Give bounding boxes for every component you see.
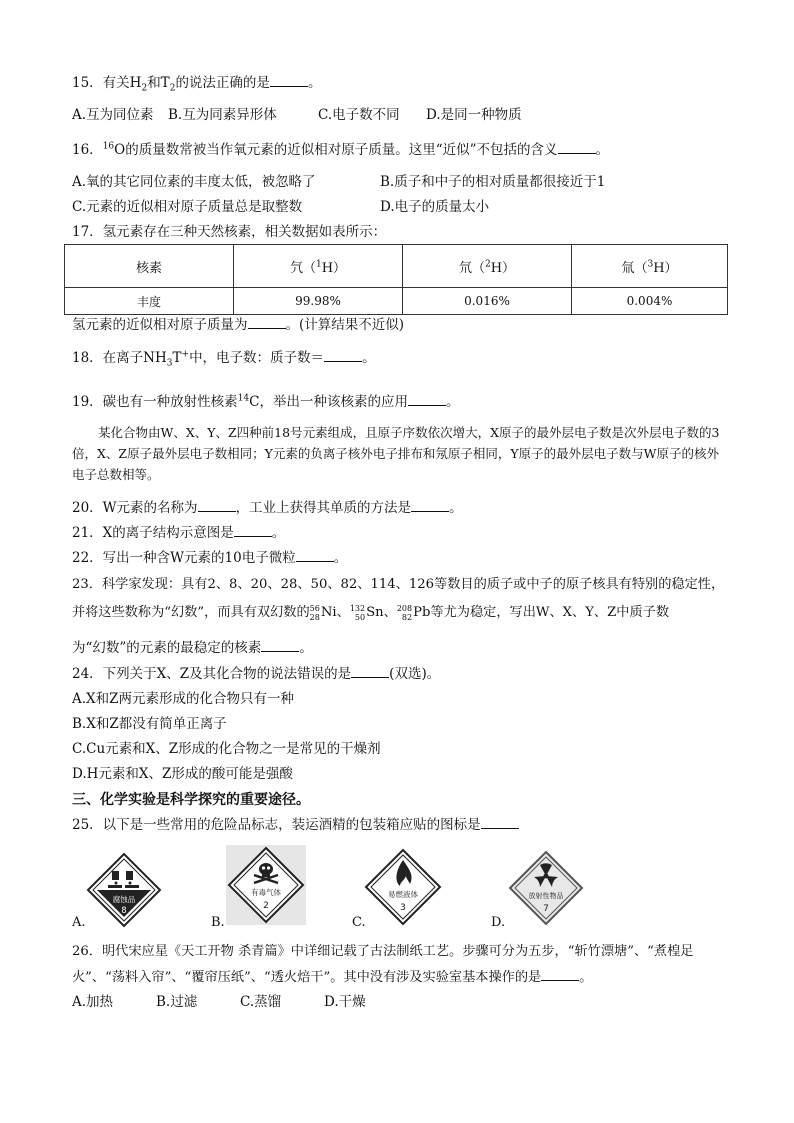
- q26-option-a: A.加热: [72, 994, 114, 1010]
- answer-blank: [234, 523, 272, 537]
- sign-label: 易燃液体: [388, 890, 418, 899]
- q26-option-c: C.蒸馏: [240, 994, 282, 1010]
- sign-label: 腐蚀品: [112, 895, 136, 904]
- passage-text: 某化合物由W、X、Y、Z四种前18号元素组成，且原子序数依次增大，X原子的最外层电子数是次外层电子数的3倍，X、Z原子最外层电子数相同；Y元素的负离子核外电子排布和氖原子相同，Y原子的最外层电子数与W原子的核外电子总数相等。: [72, 425, 720, 482]
- toxic-gas-sign: [226, 845, 306, 925]
- sign-number: 2: [263, 901, 269, 911]
- q24-option-b: B.X和Z都没有简单正离子: [72, 716, 227, 732]
- answer-blank: [296, 548, 334, 562]
- q18-stem: 18．在离子$NH_3T^+$中，电子数：质子数＝ 。: [72, 349, 376, 369]
- q21-stem: 21．X的离子结构示意图是 。: [72, 525, 286, 541]
- q26-line2: 火”、“荡料入帘”、“覆帘压纸”、“透火焙干”。其中没有涉及实验室基本操作的是 。: [72, 967, 592, 988]
- q22-stem: 22．写出一种含W元素的10电子微粒 。: [72, 550, 348, 566]
- q26-option-d: D.干燥: [324, 994, 366, 1010]
- sign-label: 有毒气体: [251, 888, 281, 897]
- table-header-protium: 氕（$^1$H）: [234, 245, 403, 288]
- q25-stem: 25．以下是一些常用的危险品标志，装运酒精的包装箱应贴的图标是: [72, 815, 519, 835]
- q16-option-b: B.质子和中子的相对质量都很接近于1: [380, 174, 606, 190]
- q15-options: [72, 105, 522, 125]
- section-heading: 三、化学实验是科学探究的重要途径。: [72, 792, 310, 808]
- q24-option-a: A.X和Z两元素形成的化合物只有一种: [72, 691, 295, 707]
- option-label-a: A.: [72, 915, 86, 930]
- q19-stem: 19．碳也有一种放射性核素$^{14}$C，举出一种该核素的应用 。: [72, 393, 460, 410]
- q24-option-c: C.Cu元素和X、Z形成的化合物之一是常见的干燥剂: [72, 741, 381, 757]
- q24-option-d: D.H元素和X、Z形成的酸可能是强酸: [72, 766, 293, 782]
- q16-option-a: A.氧的其它同位素的丰度太低，被忽略了: [72, 174, 316, 190]
- ni-nuclide-numbers: 56 28: [309, 603, 320, 622]
- q16-options-row2: [72, 197, 489, 217]
- q16-stem: 16．$^{16}$O的质量数常被当作氧元素的近似相对原子质量。这里“近似”不包括的含义 。: [72, 141, 610, 158]
- q15-stem: 15．有关$H_2$和$T_2$的说法正确的是 。: [72, 75, 322, 94]
- flammable-liquid-sign: [364, 848, 442, 926]
- answer-blank: [351, 664, 389, 678]
- answer-blank: [261, 638, 299, 652]
- sign-number: 3: [400, 903, 406, 913]
- q26-option-b: B.过滤: [156, 994, 198, 1010]
- table-cell: 99.98%: [234, 288, 403, 315]
- q26-line1: 26．明代宋应星《天工开物 杀青篇》中详细记载了古法制纸工艺。步骤可分为五步，“斩竹漂塘”、“煮楻足: [72, 944, 694, 959]
- sn-nuclide-numbers: 132 50: [349, 603, 366, 622]
- corrosive-sign: [86, 852, 162, 928]
- answer-blank: [324, 348, 362, 362]
- answer-blank: [408, 392, 446, 406]
- table-header-nuclide: 核素: [65, 245, 234, 288]
- q16-options-row1: [72, 172, 605, 192]
- pb-nuclide-numbers: 208 82: [396, 603, 413, 622]
- q23-line2: 并将这些数称为“幻数”，而具有双幻数的56 28Ni、132 50Sn、208 82Pb等尤为稳定，写出W、X、Y、Z中质子数: [72, 603, 670, 622]
- option-label-c: C.: [352, 915, 366, 930]
- table-row-label: 丰度: [65, 288, 234, 315]
- q20-stem: 20．W元素的名称为 ，工业上获得其单质的方法是 。: [72, 500, 463, 516]
- q16-option-c: C.元素的近似相对原子质量总是取整数: [72, 199, 303, 215]
- answer-blank: [270, 73, 308, 87]
- q24-stem: 24．下列关于X、Z及其化合物的说法错误的是 (双选)。: [72, 666, 441, 682]
- radioactive-sign: [508, 850, 584, 926]
- answer-blank: [411, 498, 449, 512]
- q15-option-a: A.互为同位素: [72, 107, 154, 123]
- table-header-tritium: 氚（$^3$H）: [572, 245, 728, 288]
- sign-number: 7: [543, 904, 549, 914]
- option-label-d: D.: [491, 915, 506, 930]
- q23-line3: 为“幻数”的元素的最稳定的核素 。: [72, 640, 313, 656]
- q15-option-d: D.是同一种物质: [426, 107, 522, 123]
- table-cell: 0.004%: [572, 288, 728, 315]
- option-label-b: B.: [211, 915, 225, 930]
- q23-line1: 23．科学家发现：具有2、8、20、28、50、82、114、126等数目的质子或中子的原子核具有特别的稳定性，: [72, 577, 725, 592]
- table-cell: 0.016%: [403, 288, 572, 315]
- answer-blank: [198, 498, 236, 512]
- sign-label: 放射性物品: [528, 892, 564, 900]
- table-header-deuterium: 氘（$^2$H）: [403, 245, 572, 288]
- q15-option-c: C.电子数不同: [318, 107, 400, 123]
- answer-blank: [248, 315, 286, 329]
- sign-number: 8: [121, 906, 127, 916]
- answer-blank: [481, 815, 519, 829]
- q17-followup: 氢元素的近似相对原子质量为 。(计算结果不近似): [72, 317, 405, 333]
- answer-blank: [558, 140, 596, 154]
- isotope-table: [64, 244, 728, 315]
- q16-option-d: D.电子的质量太小: [380, 199, 490, 215]
- q17-stem: 17．氢元素存在三种天然核素，相关数据如表所示：: [72, 224, 387, 240]
- q15-option-b: B.互为同素异形体: [168, 107, 277, 123]
- q26-options: [72, 992, 366, 1012]
- answer-blank: [541, 967, 579, 981]
